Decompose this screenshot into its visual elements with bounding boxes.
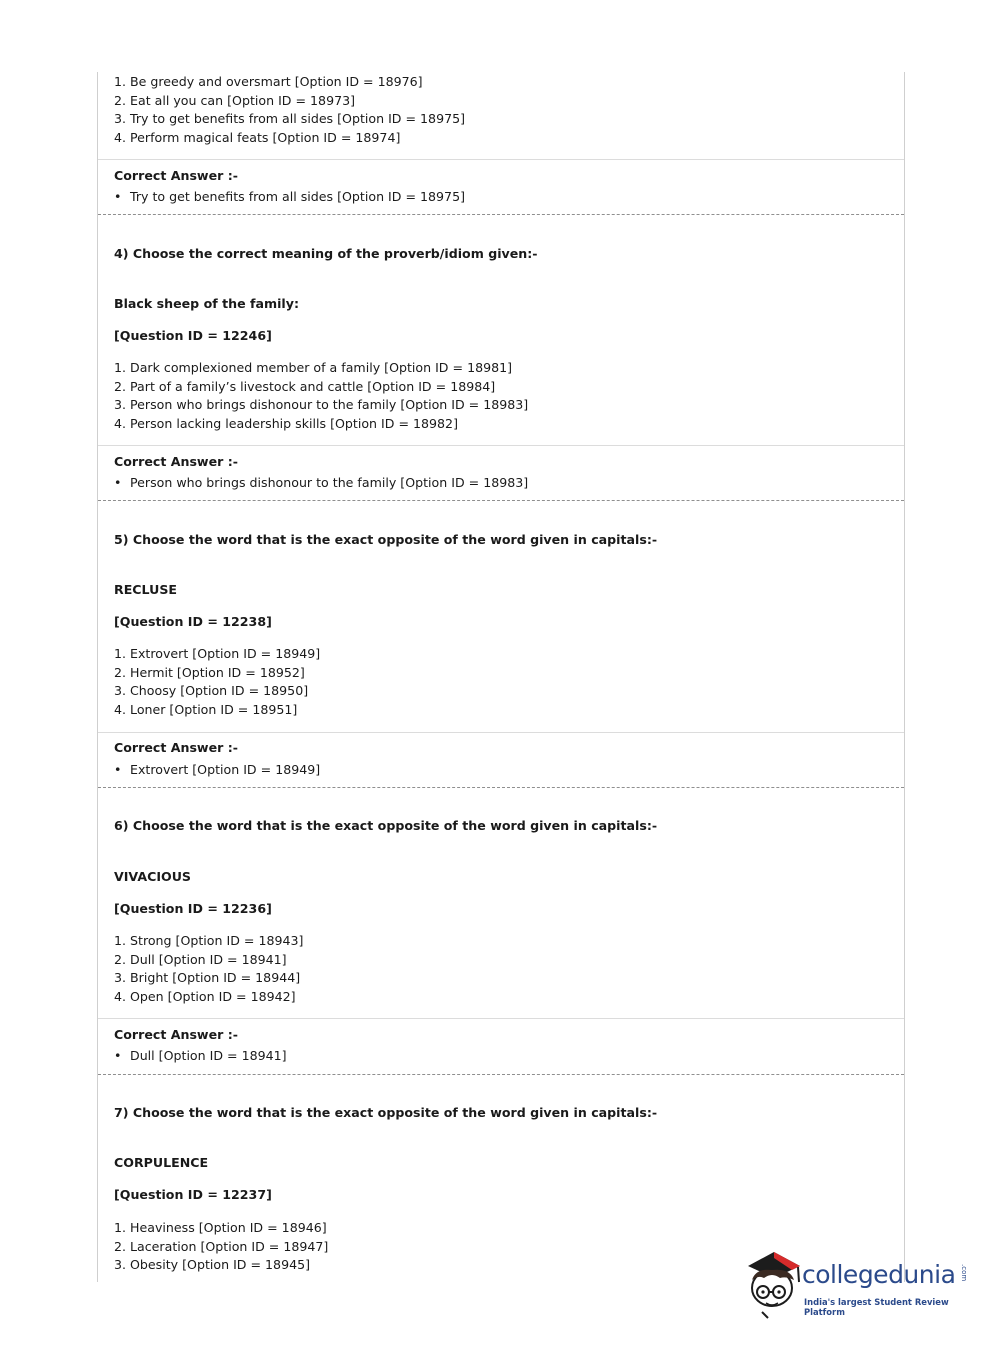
q6-options: [114, 932, 303, 1006]
q6-question-id: [Question ID = 12236]: [114, 901, 272, 916]
option: 1. Heaviness [Option ID = 18946]: [114, 1220, 327, 1235]
option: 4. Loner [Option ID = 18951]: [114, 701, 298, 717]
option: 1. Dark complexioned member of a family [Option ID = 18981]: [114, 360, 513, 375]
collegedunia-logo[interactable]: [742, 1248, 972, 1320]
answer-label: Correct Answer :-: [114, 740, 238, 755]
answer-label: Correct Answer :-: [114, 454, 238, 469]
q5-answer-block: [98, 732, 904, 777]
q6-word: VIVACIOUS: [114, 869, 192, 884]
mascot-icon: [742, 1248, 804, 1320]
option: 3. Person who brings dishonour to the family [Option ID = 18983]: [114, 397, 529, 413]
q4-word: Black sheep of the family:: [114, 296, 299, 311]
option: 4. Person lacking leadership skills [Option ID = 18982]: [114, 415, 458, 431]
option: 4. Open [Option ID = 18942]: [114, 988, 296, 1004]
answer-label: Correct Answer :-: [114, 168, 238, 183]
q4-title: 4) Choose the correct meaning of the proverb/idiom given:-: [114, 246, 538, 261]
q5-options: [114, 645, 320, 719]
option: 3. Bright [Option ID = 18944]: [114, 970, 301, 986]
q3-options: [114, 73, 465, 147]
correct-answer: • Person who brings dishonour to the family [Option ID = 18983]: [114, 475, 529, 490]
option: 2. Dull [Option ID = 18941]: [114, 951, 287, 967]
q7-question-id: [Question ID = 12237]: [114, 1187, 272, 1202]
q7-title: 7) Choose the word that is the exact opposite of the word given in capitals:-: [114, 1105, 658, 1120]
question-paper: [97, 72, 905, 1282]
q5-title: 5) Choose the word that is the exact opposite of the word given in capitals:-: [114, 532, 658, 547]
option: 3. Try to get benefits from all sides [Option ID = 18975]: [114, 111, 466, 127]
option: 2. Eat all you can [Option ID = 18973]: [114, 92, 356, 108]
option: 3. Choosy [Option ID = 18950]: [114, 683, 309, 699]
option: 2. Part of a family’s livestock and cattle [Option ID = 18984]: [114, 378, 496, 394]
correct-answer: • Try to get benefits from all sides [Option ID = 18975]: [114, 189, 466, 204]
q7-word: CORPULENCE: [114, 1155, 209, 1170]
option: 1. Strong [Option ID = 18943]: [114, 933, 304, 948]
separator: [98, 787, 904, 788]
option: 4. Perform magical feats [Option ID = 18974]: [114, 129, 401, 145]
separator: [98, 1074, 904, 1075]
q6-answer-block: [98, 1018, 904, 1063]
answer-label: Correct Answer :-: [114, 1027, 238, 1042]
q7-options: [114, 1219, 328, 1275]
q4-answer-block: [98, 445, 904, 490]
option: 1. Extrovert [Option ID = 18949]: [114, 646, 321, 661]
option: 3. Obesity [Option ID = 18945]: [114, 1257, 311, 1273]
q5-question-id: [Question ID = 12238]: [114, 614, 272, 629]
logo-name: collegedunia: [802, 1260, 956, 1289]
separator: [98, 500, 904, 501]
correct-answer: • Dull [Option ID = 18941]: [114, 1048, 287, 1063]
option: 2. Laceration [Option ID = 18947]: [114, 1238, 329, 1254]
logo-suffix: .com: [960, 1264, 968, 1282]
q4-options: [114, 359, 528, 433]
option: 2. Hermit [Option ID = 18952]: [114, 664, 305, 680]
logo-tagline: India's largest Student Review Platform: [804, 1297, 949, 1317]
q6-title: 6) Choose the word that is the exact opposite of the word given in capitals:-: [114, 818, 658, 833]
q3-answer-block: [98, 159, 904, 204]
correct-answer: • Extrovert [Option ID = 18949]: [114, 762, 321, 777]
q5-word: RECLUSE: [114, 582, 178, 597]
option: 1. Be greedy and oversmart [Option ID = 18976]: [114, 74, 423, 89]
q4-question-id: [Question ID = 12246]: [114, 328, 272, 343]
separator: [98, 214, 904, 215]
